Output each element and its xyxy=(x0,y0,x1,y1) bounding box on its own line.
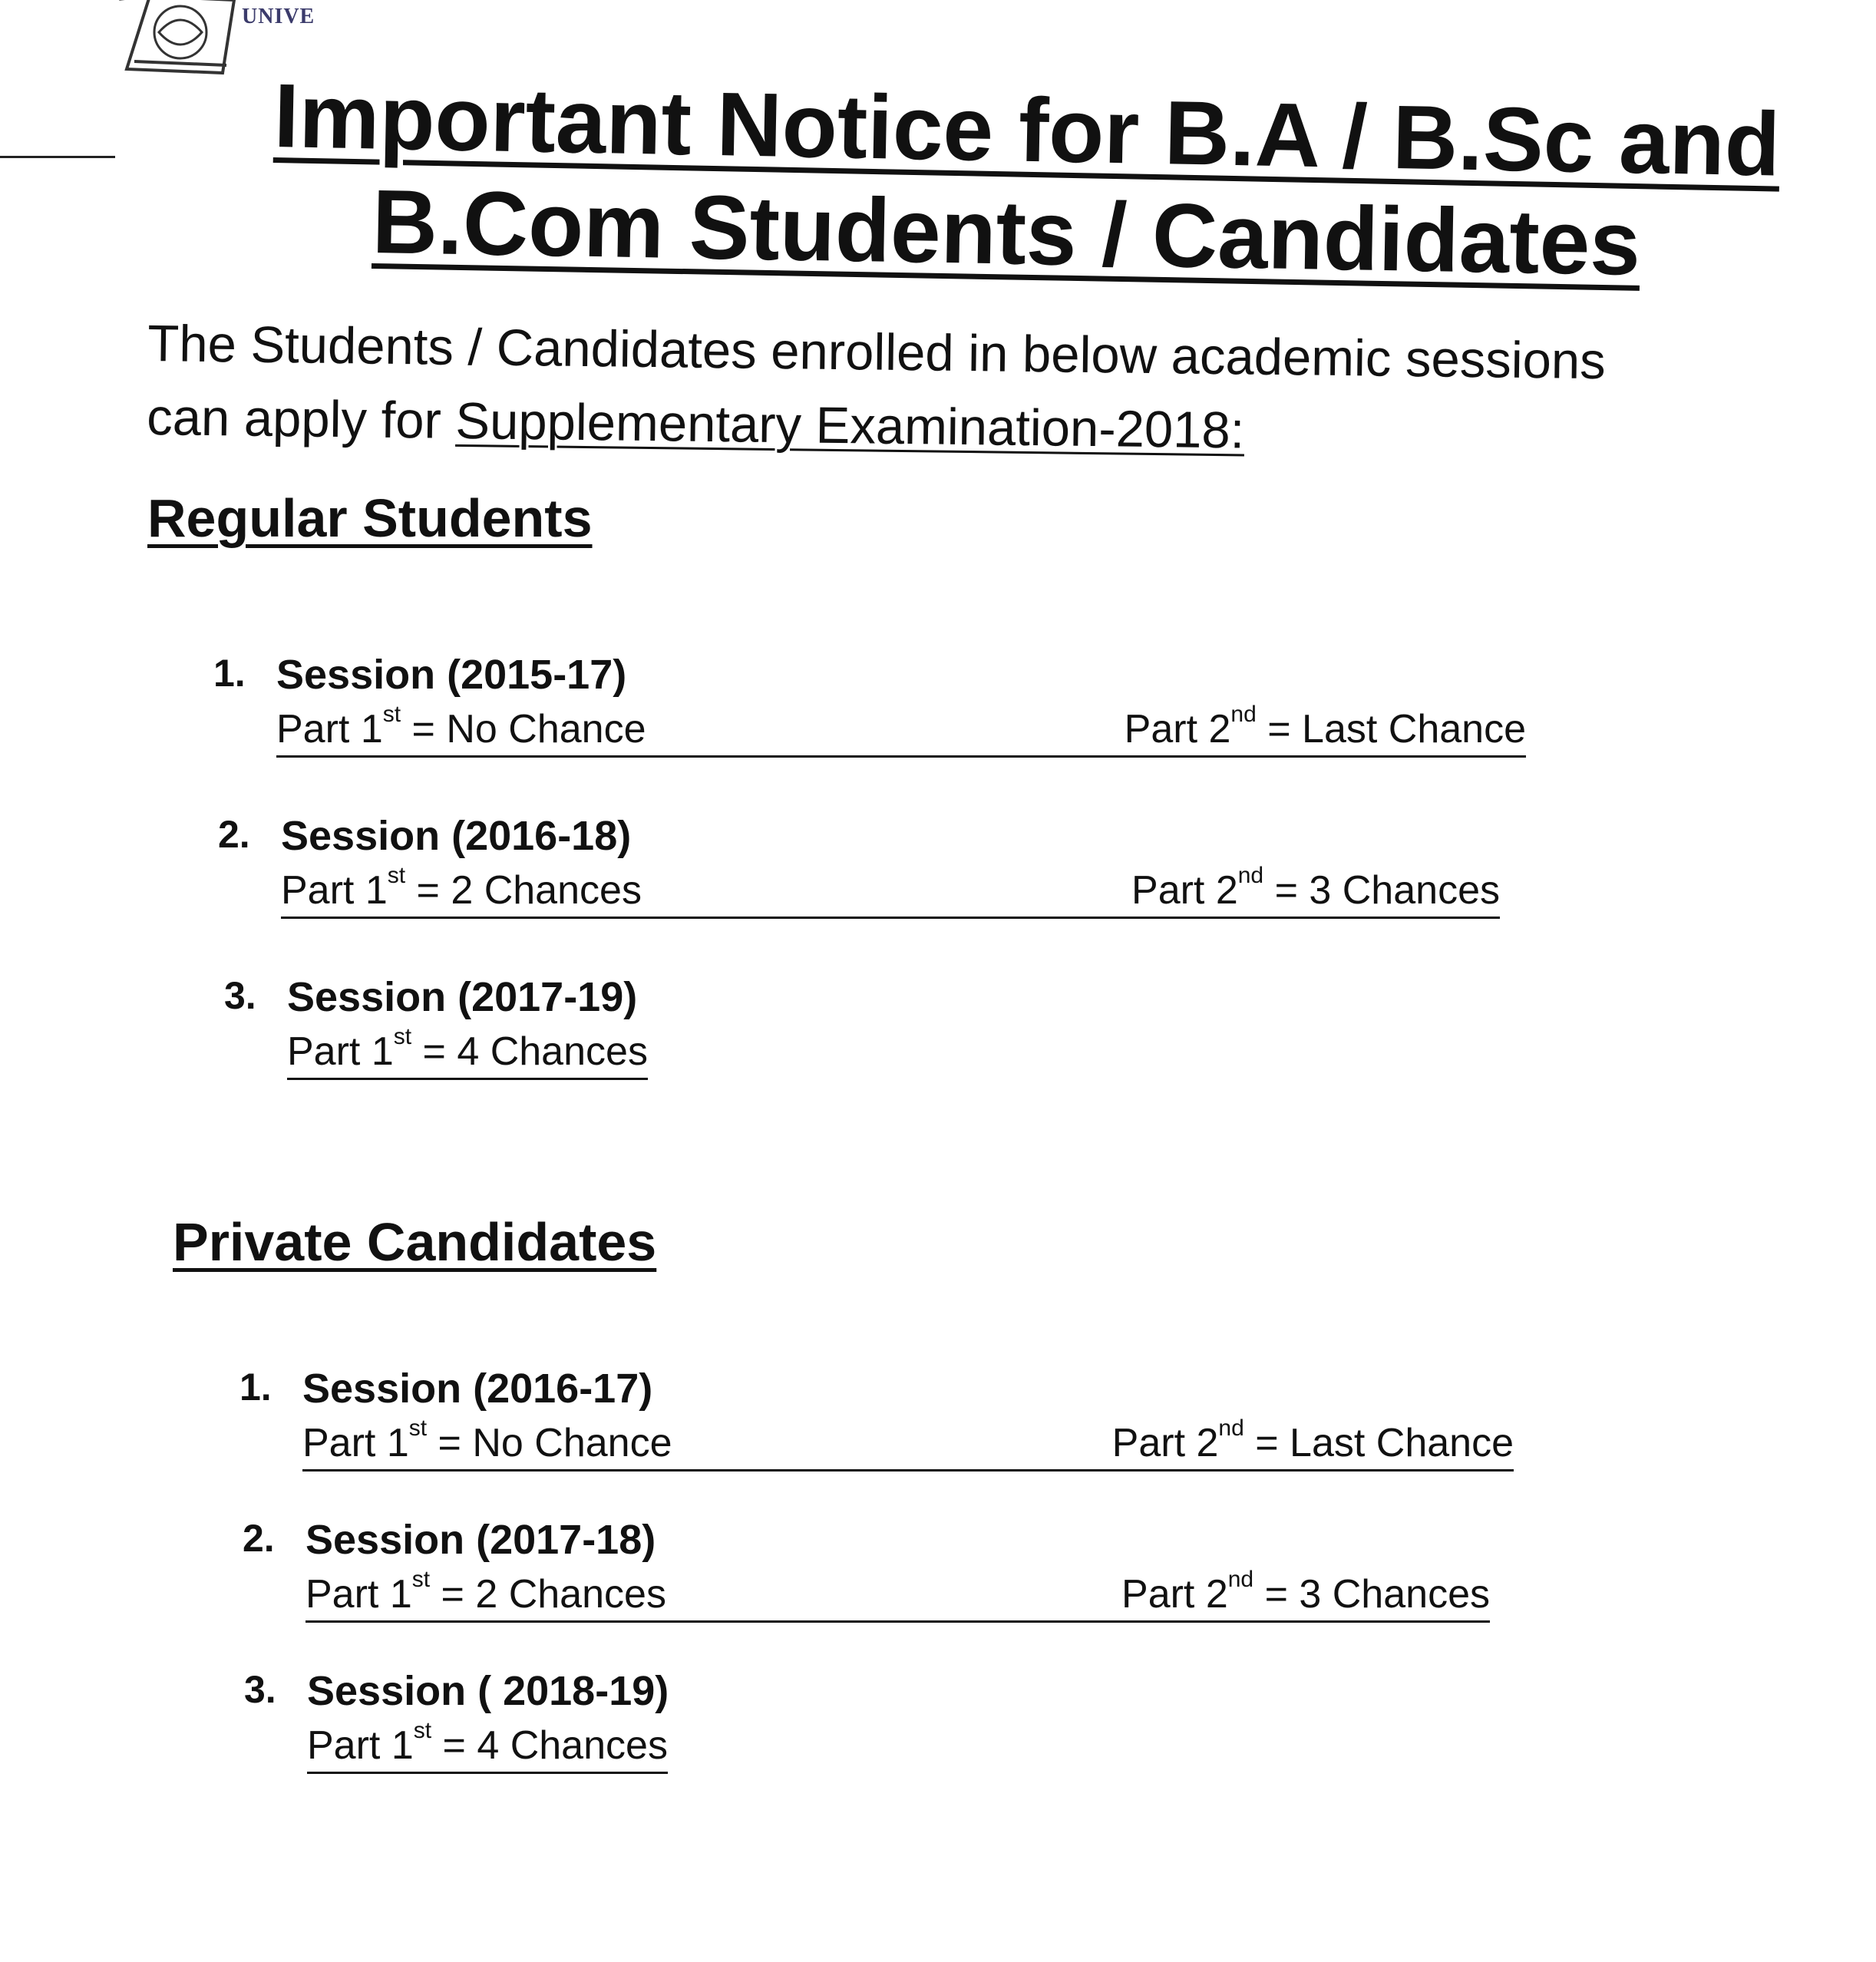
chances-row xyxy=(287,1024,648,1080)
private-candidates-heading: Private Candidates xyxy=(173,1212,657,1272)
session-label: Session (2017-19) xyxy=(287,974,638,1020)
part-1-chances: Part 1st = No Chance xyxy=(302,1415,672,1465)
item-number: 3. xyxy=(224,974,256,1017)
session-label: Session (2015-17) xyxy=(276,652,627,698)
part-1-chances: Part 1st = 4 Chances xyxy=(307,1718,668,1768)
part-1-chances: Part 1st = 2 Chances xyxy=(281,863,642,913)
part-2-chances: Part 2nd = 3 Chances xyxy=(1121,1567,1490,1617)
supplementary-exam-text: Supplementary Examination-2018: xyxy=(454,391,1245,460)
item-number: 2. xyxy=(243,1517,275,1560)
part-1-chances: Part 1st = No Chance xyxy=(276,702,646,751)
session-label: Session (2017-18) xyxy=(306,1517,656,1563)
intro-line-2-prefix: can apply for xyxy=(146,388,456,450)
part-2-chances: Part 2nd = Last Chance xyxy=(1111,1415,1514,1465)
part-1-chances: Part 1st = 4 Chances xyxy=(287,1024,648,1074)
notice-title-line-2: B.Com Students / Candidates xyxy=(371,171,1642,295)
regular-students-heading: Regular Students xyxy=(147,488,593,548)
notice-title-line-1: Important Notice for B.A / B.Sc and xyxy=(272,65,1782,196)
intro-line-1: The Students / Candidates enrolled in below academic sessions xyxy=(147,314,1607,391)
chances-row xyxy=(276,702,1526,758)
session-label: Session (2016-18) xyxy=(281,813,632,859)
university-logo xyxy=(119,0,242,77)
chances-row xyxy=(307,1718,668,1774)
logo-text: UNIVE xyxy=(242,5,315,28)
item-number: 1. xyxy=(239,1366,272,1409)
item-number: 2. xyxy=(218,813,250,856)
session-label: Session ( 2018-19) xyxy=(307,1668,669,1714)
margin-line xyxy=(0,156,115,158)
item-number: 1. xyxy=(213,652,246,695)
part-2-chances: Part 2nd = Last Chance xyxy=(1124,702,1526,751)
part-1-chances: Part 1st = 2 Chances xyxy=(306,1567,666,1617)
chances-row xyxy=(306,1567,1490,1623)
intro-paragraph xyxy=(147,307,1607,472)
session-label: Session (2016-17) xyxy=(302,1366,653,1412)
part-2-chances: Part 2nd = 3 Chances xyxy=(1131,863,1500,913)
chances-row xyxy=(302,1415,1514,1472)
item-number: 3. xyxy=(244,1668,276,1711)
chances-row xyxy=(281,863,1500,919)
